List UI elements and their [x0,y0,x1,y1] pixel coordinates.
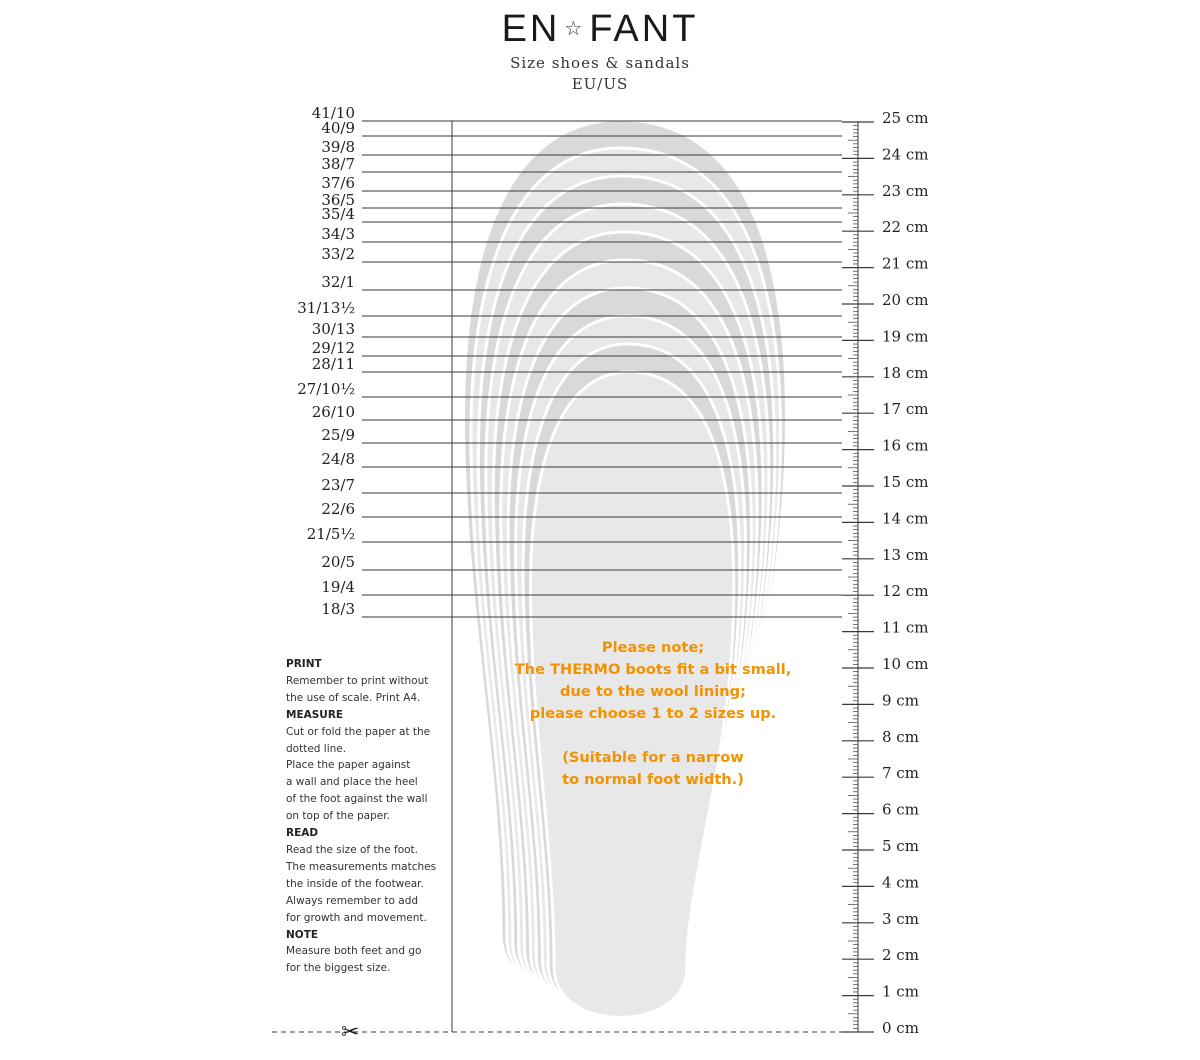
size-label: 36/5 [321,191,355,209]
size-label: 18/3 [321,600,355,618]
measure-text-1: Cut or fold the paper at the [286,725,431,738]
size-label: 25/9 [321,426,355,444]
cm-label: 1 cm [882,982,919,1001]
cm-label: 2 cm [882,946,919,965]
cm-label: 15 cm [882,473,929,491]
brand-text-right: FANT [589,8,699,50]
cm-label: 12 cm [882,582,929,601]
cm-label: 17 cm [882,400,929,419]
measure-text-6: on top of the paper. [286,810,390,823]
print-heading: PRINT [286,658,322,670]
brand-text-left: EN [501,8,561,50]
size-label: 34/3 [321,225,355,243]
size-label: 22/6 [321,500,355,518]
cm-label: 16 cm [882,436,929,455]
size-label: 39/8 [321,138,355,156]
print-text-1: Remember to print without [286,674,429,687]
size-label: 23/7 [321,476,355,494]
instructions-panel [286,656,456,977]
cm-label: 23 cm [882,181,929,200]
size-label: 41/10 [311,104,355,122]
size-label: 35/4 [321,205,355,223]
notice-line-1: Please note; [601,639,705,656]
cm-label: 0 cm [882,1019,919,1037]
cm-label: 18 cm [882,363,929,382]
print-text-2: the use of scale. Print A4. [286,691,421,704]
note-text-1: Measure both feet and go [286,945,422,958]
cm-label: 8 cm [882,727,919,746]
size-label: 32/1 [321,273,355,291]
cm-label: 5 cm [882,837,919,855]
cm-label: 6 cm [882,800,919,819]
measure-text-2: dotted line. [286,742,347,755]
size-label: 20/5 [321,553,355,571]
cm-label: 13 cm [882,545,929,564]
scissors-icon: ✂ [341,1020,360,1045]
size-label: 33/2 [321,245,355,263]
cm-label: 22 cm [882,218,929,237]
cm-label: 21 cm [882,254,929,273]
size-label: 28/11 [311,355,355,373]
size-label: 40/9 [321,119,355,137]
notice-line-2: The THERMO boots fit a bit small, [514,661,792,678]
notice-line-4: please choose 1 to 2 sizes up. [529,705,777,722]
size-label: 31/13½ [297,299,355,317]
cm-label: 14 cm [882,509,929,528]
cm-label: 24 cm [882,145,929,164]
cm-label: 20 cm [882,291,929,309]
notice-line-3: due to the wool lining; [560,683,746,700]
cm-label: 25 cm [882,109,929,127]
note-text-2: for the biggest size. [286,962,391,975]
measure-text-3: Place the paper against [286,759,411,772]
cm-label: 10 cm [882,655,929,673]
measure-heading: MEASURE [286,708,344,721]
size-label: 21/5½ [306,525,355,543]
cm-ruler [842,109,928,1037]
thermo-notice [500,637,806,791]
size-label: 29/12 [311,339,355,357]
note-heading: NOTE [286,928,319,941]
size-label: 19/4 [321,578,355,596]
notice-line-6: to normal foot width.) [562,771,744,788]
measure-text-5: of the foot against the wall [286,793,428,806]
notice-line-5: (Suitable for a narrow [562,749,744,766]
read-text-3: the inside of the footwear. [286,877,424,890]
foot-sole-graphic [463,120,786,1017]
read-text-1: Read the size of the foot. [286,843,419,856]
measure-text-4: a wall and place the heel [286,776,418,789]
read-text-2: The measurements matches [286,860,437,873]
size-label: 37/6 [321,174,355,192]
cm-label: 19 cm [882,327,929,346]
cm-label: 4 cm [882,873,919,892]
cm-label: 9 cm [882,691,919,710]
size-label: 38/7 [321,155,355,173]
size-label: 27/10½ [297,380,355,398]
page-subtitle: Size shoes & sandals [510,54,690,72]
read-text-5: for growth and movement. [286,911,427,924]
star-icon: ☆ [564,18,586,40]
cm-label: 7 cm [882,764,919,783]
size-label: 26/10 [311,403,355,421]
read-text-4: Always remember to add [286,894,419,907]
page-subtitle-units: EU/US [571,75,629,93]
cm-label: 11 cm [882,618,929,637]
cm-label: 3 cm [882,909,919,928]
size-label: 24/8 [321,450,355,468]
size-label: 30/13 [311,320,355,338]
read-heading: READ [286,827,319,840]
